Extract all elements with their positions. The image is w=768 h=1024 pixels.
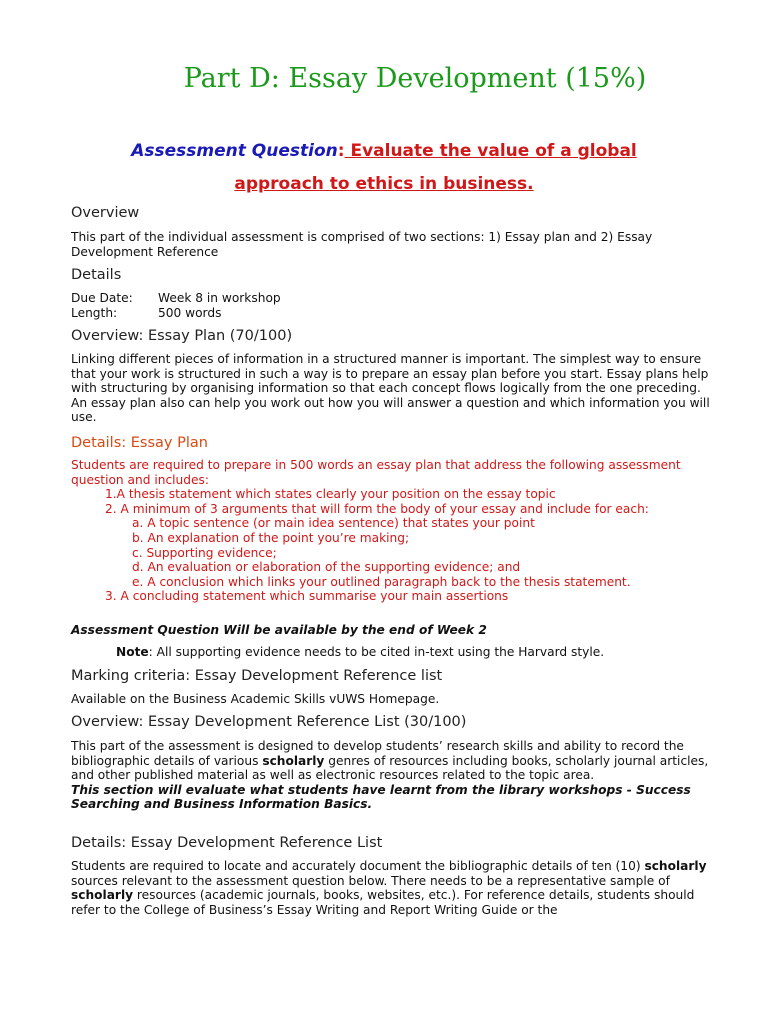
ref-details-heading: Details: Essay Development Reference List [71,835,383,851]
essay-plan-heading: Overview: Essay Plan (70/100) [71,328,293,344]
assessment-question-label: Assessment Question [131,141,338,161]
length-row [71,306,711,321]
assessment-question-line1: Evaluate the value of a global [344,141,637,161]
ref-details-text [71,859,711,917]
ref-overview-emphasis: This section will evaluate what students have learnt from the library workshops - Success Searching and Business Information Basics. [71,782,691,812]
plan-subitem-e: e. A conclusion which links your outlined paragraph back to the thesis statement. [132,574,631,589]
availability-note: Assessment Question Will be available by the end of Week 2 [71,623,487,637]
assessment-question-colon: : [337,141,345,161]
details-heading: Details [71,267,122,283]
page-title: Part D: Essay Development (15%) [183,63,647,94]
plan-subitem-a: a. A topic sentence (or main idea sentence) that states your point [132,516,535,531]
details-plan-heading: Details: Essay Plan [71,435,208,451]
details-table [71,291,711,320]
note-label: Note [116,645,149,659]
assessment-question [0,140,768,162]
length-label: Length: [71,305,118,320]
ref-overview-bold: scholarly [262,753,325,768]
plan-item-3: 3. A concluding statement which summarise your main assertions [105,589,509,604]
overview-heading: Overview [71,205,140,221]
details-plan-list [71,458,711,604]
marking-heading: Marking criteria: Essay Development Reference list [71,668,443,684]
ref-details-bold-1: scholarly [644,859,707,873]
overview-text: This part of the individual assessment is comprised of two sections: 1) Essay plan and 2) Essay Development Reference [71,230,653,259]
plan-subitem-c: c. Supporting evidence; [132,545,277,560]
due-date-label: Due Date: [71,291,133,305]
ref-overview-text [71,739,711,812]
details-plan-intro: Students are required to prepare in 500 words an essay plan that address the following assessment question and includes: [71,458,681,487]
plan-item-1: 1.A thesis statement which states clearly your position on the essay topic [105,487,556,502]
ref-overview-text-b: genres of resources including books, scholarly journal articles, and other published material as well as electronic resources related to the topic area. [71,753,709,783]
due-date-value: Week 8 in workshop [158,291,281,305]
ref-details-text-a: Students are required to locate and accurately document the bibliographic details of ten (10) [71,859,645,873]
plan-subitem-d: d. An evaluation or elaboration of the supporting evidence; and [132,560,521,575]
ref-details-bold-2: scholarly [71,888,134,903]
assessment-question-line2: approach to ethics in business. [234,174,534,194]
plan-item-2: 2. A minimum of 3 arguments that will form the body of your essay and include for each: [105,501,649,516]
length-value: 500 words [158,305,222,320]
ref-details-text-b: sources relevant to the assessment question below. There needs to be a representative sample of [71,873,670,888]
due-date-row [71,291,711,306]
note-text: : All supporting evidence needs to be cited in-text using the Harvard style. [148,645,605,659]
marking-text: Available on the Business Academic Skills vUWS Homepage. [71,692,440,706]
plan-subitem-b: b. An explanation of the point you’re making; [132,530,410,545]
ref-details-text-c: resources (academic journals, books, websites, etc.). For reference details, students should refer to the College of Business’s Essay Writing and Report Writing Guide or the [71,888,695,917]
essay-plan-text: Linking different pieces of information in a structured manner is important. The simplest way to ensure that your work is structured in such a way is to prepare an essay plan before you start. Essay plans help with structuring by organising information so that each concept flows logically from the one preceding. An essay plan also can help you work out how you will answer a question and which information you will use. [71,352,710,425]
note-line [116,645,756,660]
ref-overview-text-a: This part of the assessment is designed to develop students’ research skills and ability to record the bibliographic details of various [71,739,684,768]
ref-overview-heading: Overview: Essay Development Reference List (30/100) [71,714,467,730]
